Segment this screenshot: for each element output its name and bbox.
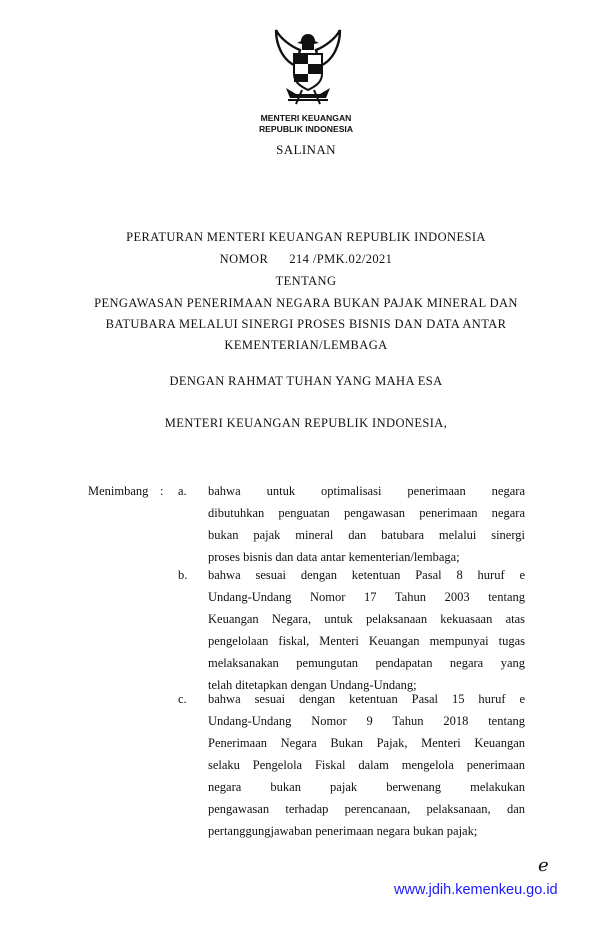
item-text-line: Undang-Undang Nomor 17 Tahun 2003 tentang bbox=[208, 590, 525, 604]
institution-name: MENTERI KEUANGAN bbox=[260, 113, 352, 123]
item-letter: c. bbox=[178, 692, 187, 706]
paraf-mark: e bbox=[538, 855, 549, 876]
item-text-line: bukan pajak mineral dan batubara melalui sinergi bbox=[208, 528, 525, 542]
item-text-line: Penerimaan Negara Bukan Pajak, Menteri Keuangan bbox=[208, 736, 525, 750]
nomor-value: 214 /PMK.02/2021 bbox=[289, 252, 393, 266]
garuda-emblem-icon bbox=[272, 28, 344, 112]
item-text-line: pengawasan terhadap perencanaan, pelaksanaan, dan bbox=[208, 802, 525, 816]
regulation-number bbox=[0, 252, 612, 267]
regulation-title: PERATURAN MENTERI KEUANGAN REPUBLIK INDONESIA bbox=[126, 230, 486, 244]
item-text-line: dibutuhkan penguatan pengawasan penerimaan negara bbox=[208, 506, 525, 520]
item-text-line: telah ditetapkan dengan Undang-Undang; bbox=[208, 678, 417, 692]
item-text-line: pengelolaan fiskal, Menteri Keuangan mempunyai tugas bbox=[208, 634, 525, 648]
institution-country: REPUBLIK INDONESIA bbox=[258, 124, 354, 134]
invocation: DENGAN RAHMAT TUHAN YANG MAHA ESA bbox=[169, 374, 443, 388]
menimbang-label: Menimbang bbox=[88, 484, 149, 498]
item-letter: b. bbox=[178, 568, 188, 582]
subject-line: BATUBARA MELALUI SINERGI PROSES BISNIS DAN DATA ANTAR bbox=[105, 317, 507, 331]
item-text-line: bahwa untuk optimalisasi penerimaan negara bbox=[208, 484, 525, 498]
item-text-line: melaksanakan pemungutan pendapatan negara yang bbox=[208, 656, 525, 670]
item-text-line: selaku Pengelola Fiskal dalam mengelola penerimaan bbox=[208, 758, 525, 772]
jdih-url-link[interactable]: www.jdih.kemenkeu.go.id bbox=[394, 882, 558, 898]
subject-line: KEMENTERIAN/LEMBAGA bbox=[224, 338, 388, 352]
item-text-line: bahwa sesuai dengan ketentuan Pasal 8 huruf e bbox=[208, 568, 525, 582]
item-text-line: Keuangan Negara, untuk pelaksanaan kekuasaan atas bbox=[208, 612, 525, 626]
item-letter: a. bbox=[178, 484, 187, 498]
item-text-line: proses bisnis dan data antar kementerian/lembaga; bbox=[208, 550, 460, 564]
salinan-stamp: SALINAN bbox=[276, 142, 336, 157]
menimbang-colon: : bbox=[160, 484, 164, 498]
item-text-line: Undang-Undang Nomor 9 Tahun 2018 tentang bbox=[208, 714, 525, 728]
subject-line: PENGAWASAN PENERIMAAN NEGARA BUKAN PAJAK MINERAL DAN bbox=[94, 296, 518, 310]
item-text-line: bahwa sesuai dengan ketentuan Pasal 15 huruf e bbox=[208, 692, 525, 706]
item-text-line: negara bukan pajak berwenang melakukan bbox=[208, 780, 525, 794]
authority: MENTERI KEUANGAN REPUBLIK INDONESIA, bbox=[164, 416, 448, 430]
nomor-label: NOMOR bbox=[219, 252, 269, 266]
tentang-label: TENTANG bbox=[275, 274, 337, 288]
item-text-line: pertanggungjawaban penerimaan negara bukan pajak; bbox=[208, 824, 478, 838]
